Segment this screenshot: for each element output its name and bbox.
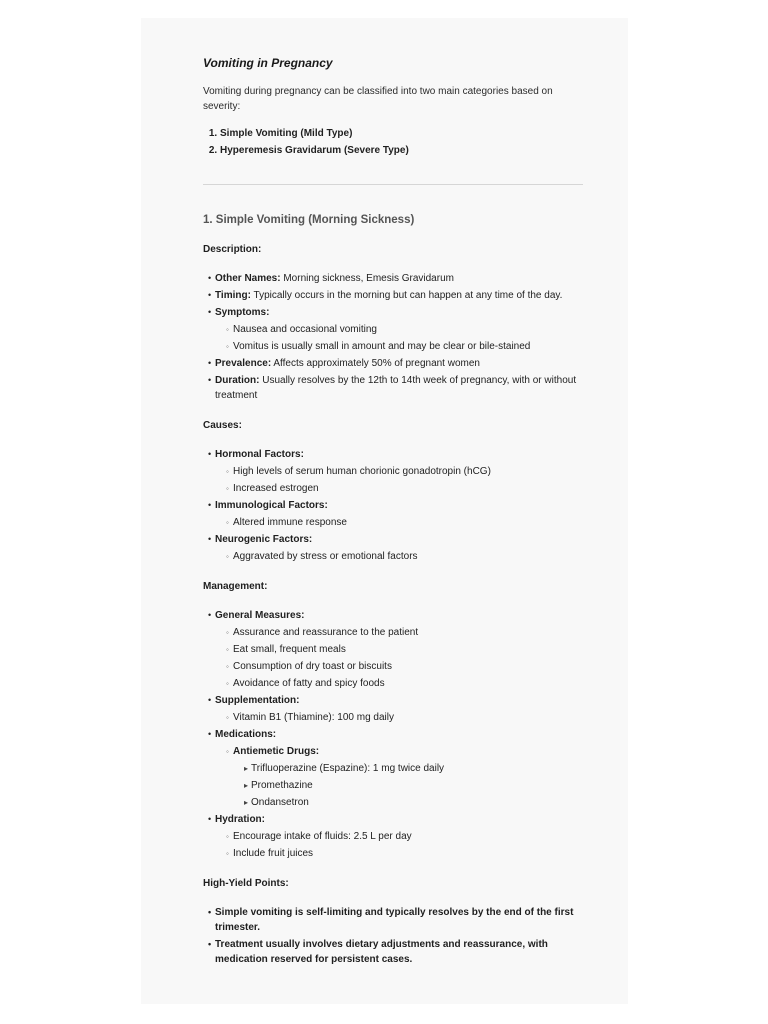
intro-paragraph: Vomiting during pregnancy can be classified into two main categories based on severity: bbox=[203, 86, 553, 112]
drug-list bbox=[233, 761, 583, 810]
drug-item: ▸ Promethazine bbox=[245, 778, 583, 793]
item-text: Morning sickness, Emesis Gravidarum bbox=[280, 273, 454, 284]
category-item: 1. Simple Vomiting (Mild Type) bbox=[220, 126, 583, 141]
list-item bbox=[209, 608, 583, 691]
sub-list bbox=[215, 322, 583, 354]
sub-list-item: ◦ Increased estrogen bbox=[227, 481, 583, 496]
sub-list bbox=[215, 829, 583, 861]
sub-list-item: ◦ Encourage intake of fluids: 2.5 L per day bbox=[227, 829, 583, 844]
sub-list-item: ◦ High levels of serum human chorionic gonadotropin (hCG) bbox=[227, 464, 583, 479]
sub-list bbox=[215, 744, 583, 810]
sub-list-item: ◦ Eat small, frequent meals bbox=[227, 642, 583, 657]
drug-item: ▸ Trifluoperazine (Espazine): 1 mg twice daily bbox=[245, 761, 583, 776]
sub-list bbox=[215, 710, 583, 725]
category-item: 2. Hyperemesis Gravidarum (Severe Type) bbox=[220, 143, 583, 158]
item-key: Hydration: bbox=[215, 814, 265, 825]
sub-list-item bbox=[227, 744, 583, 810]
sub-list-item: ◦ Include fruit juices bbox=[227, 846, 583, 861]
item-key: General Measures: bbox=[215, 610, 305, 621]
list-item bbox=[209, 812, 583, 861]
list-item bbox=[209, 447, 583, 496]
section-heading: 1. Simple Vomiting (Morning Sickness) bbox=[203, 214, 415, 226]
management-label: Management: bbox=[203, 581, 268, 592]
list-item bbox=[209, 498, 583, 530]
list-item bbox=[209, 271, 583, 286]
item-key: Supplementation: bbox=[215, 695, 300, 706]
sub-list-item: ◦ Avoidance of fatty and spicy foods bbox=[227, 676, 583, 691]
item-key: Immunological Factors: bbox=[215, 500, 328, 511]
sub-list bbox=[215, 464, 583, 496]
item-key: Neurogenic Factors: bbox=[215, 534, 313, 545]
list-item bbox=[209, 356, 583, 371]
sub-list-item: ◦ Assurance and reassurance to the patient bbox=[227, 625, 583, 640]
description-list bbox=[203, 271, 583, 403]
item-key: Antiemetic Drugs: bbox=[233, 746, 320, 757]
item-key: Medications: bbox=[215, 729, 277, 740]
sub-list-item: ◦ Nausea and occasional vomiting bbox=[227, 322, 583, 337]
item-key: Hormonal Factors: bbox=[215, 449, 304, 460]
high-yield-list bbox=[203, 905, 583, 967]
document-title: Vomiting in Pregnancy bbox=[203, 56, 333, 70]
item-key: Duration: bbox=[215, 375, 260, 386]
sub-list-item: ◦ Altered immune response bbox=[227, 515, 583, 530]
sub-list bbox=[215, 515, 583, 530]
list-item: • Treatment usually involves dietary adjustments and reassurance, with medication reserved for persistent cases. bbox=[209, 937, 583, 967]
list-item: • Simple vomiting is self-limiting and typically resolves by the end of the first trimester. bbox=[209, 905, 583, 935]
sub-list-item: ◦ Vomitus is usually small in amount and may be clear or bile-stained bbox=[227, 339, 583, 354]
list-item bbox=[209, 305, 583, 354]
causes-label: Causes: bbox=[203, 420, 242, 431]
sub-list bbox=[215, 549, 583, 564]
document-content bbox=[203, 56, 583, 969]
list-item bbox=[209, 373, 583, 403]
list-item bbox=[209, 727, 583, 810]
causes-list bbox=[203, 447, 583, 564]
category-list bbox=[203, 126, 583, 158]
item-text: Affects approximately 50% of pregnant women bbox=[271, 358, 480, 369]
high-yield-label: High-Yield Points: bbox=[203, 878, 289, 889]
item-key: Symptoms: bbox=[215, 307, 270, 318]
item-text: Typically occurs in the morning but can happen at any time of the day. bbox=[250, 290, 563, 301]
sub-list-item: ◦ Vitamin B1 (Thiamine): 100 mg daily bbox=[227, 710, 583, 725]
section-divider bbox=[203, 184, 583, 185]
drug-item: ▸ Ondansetron bbox=[245, 795, 583, 810]
description-label: Description: bbox=[203, 244, 262, 255]
item-text: Usually resolves by the 12th to 14th week of pregnancy, with or without treatment bbox=[215, 375, 577, 401]
item-key: Other Names: bbox=[215, 273, 281, 284]
sub-list bbox=[215, 625, 583, 691]
list-item bbox=[209, 693, 583, 725]
sub-list-item: ◦ Aggravated by stress or emotional factors bbox=[227, 549, 583, 564]
document-page bbox=[141, 18, 628, 1004]
list-item bbox=[209, 532, 583, 564]
item-key: Prevalence: bbox=[215, 358, 272, 369]
management-list bbox=[203, 608, 583, 861]
list-item bbox=[209, 288, 583, 303]
item-key: Timing: bbox=[215, 290, 251, 301]
sub-list-item: ◦ Consumption of dry toast or biscuits bbox=[227, 659, 583, 674]
